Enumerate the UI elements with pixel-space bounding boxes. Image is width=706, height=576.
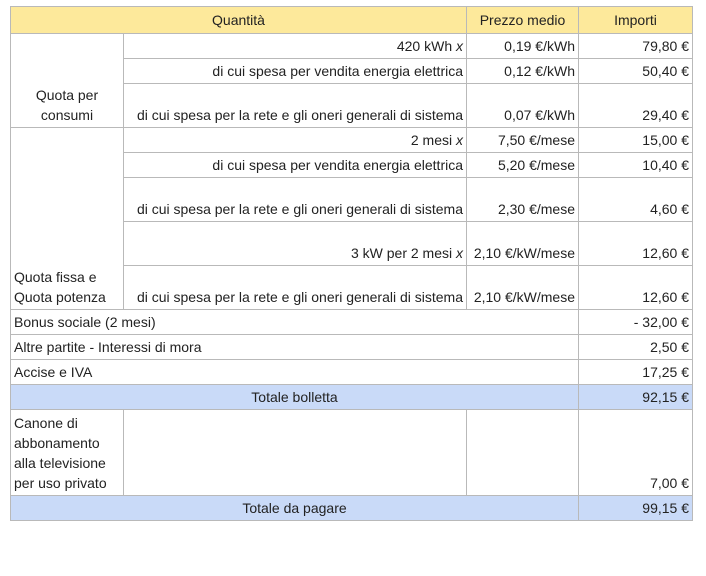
table-row — [11, 128, 693, 153]
bill-table — [10, 6, 693, 521]
row-description: di cui spesa per vendita energia elettrica — [124, 59, 467, 84]
totale-pagare-amount: 99,15 € — [579, 496, 693, 521]
row-description: 2 mesi x — [124, 128, 467, 153]
total-bill-row — [11, 385, 693, 410]
canone-label: Canone di abbonamento alla televisione per uso privato — [11, 410, 124, 496]
header-prezzo-medio: Prezzo medio — [467, 7, 579, 34]
accise-amount: 17,25 € — [579, 360, 693, 385]
consumi-label: Quota per consumi — [11, 34, 124, 128]
row-price: 2,10 €/kW/mese — [467, 222, 579, 266]
canone-empty-price — [467, 410, 579, 496]
row-description: di cui spesa per vendita energia elettrica — [124, 153, 467, 178]
totale-pagare-label: Totale da pagare — [11, 496, 579, 521]
row-amount: 12,60 € — [579, 266, 693, 310]
canone-empty-cell — [124, 410, 467, 496]
table-row — [11, 360, 693, 385]
accise-label: Accise e IVA — [11, 360, 579, 385]
multiply-symbol: x — [456, 38, 463, 54]
table-row — [11, 335, 693, 360]
bonus-amount: - 32,00 € — [579, 310, 693, 335]
altre-amount: 2,50 € — [579, 335, 693, 360]
row-amount: 15,00 € — [579, 128, 693, 153]
header-row — [11, 7, 693, 34]
row-description: di cui spesa per la rete e gli oneri generali di sistema — [124, 178, 467, 222]
table-row — [11, 34, 693, 59]
totale-bolletta-label: Totale bolletta — [11, 385, 579, 410]
row-description: 3 kW per 2 mesi x — [124, 222, 467, 266]
row-price: 7,50 €/mese — [467, 128, 579, 153]
table-row — [11, 410, 693, 496]
multiply-symbol: x — [456, 245, 463, 261]
row-price: 5,20 €/mese — [467, 153, 579, 178]
row-amount: 10,40 € — [579, 153, 693, 178]
header-quantita: Quantità — [11, 7, 467, 34]
altre-label: Altre partite - Interessi di mora — [11, 335, 579, 360]
row-price: 2,30 €/mese — [467, 178, 579, 222]
row-amount: 50,40 € — [579, 59, 693, 84]
table-row — [11, 310, 693, 335]
row-price: 0,19 €/kWh — [467, 34, 579, 59]
multiply-symbol: x — [456, 132, 463, 148]
row-price: 2,10 €/kW/mese — [467, 266, 579, 310]
header-importi: Importi — [579, 7, 693, 34]
totale-bolletta-amount: 92,15 € — [579, 385, 693, 410]
row-amount: 12,60 € — [579, 222, 693, 266]
row-price: 0,12 €/kWh — [467, 59, 579, 84]
fissa-label: Quota fissa e Quota potenza — [11, 128, 124, 310]
row-price: 0,07 €/kWh — [467, 84, 579, 128]
row-amount: 4,60 € — [579, 178, 693, 222]
canone-amount: 7,00 € — [579, 410, 693, 496]
total-due-row — [11, 496, 693, 521]
row-description: di cui spesa per la rete e gli oneri generali di sistema — [124, 84, 467, 128]
row-description: 420 kWh x — [124, 34, 467, 59]
row-amount: 79,80 € — [579, 34, 693, 59]
row-amount: 29,40 € — [579, 84, 693, 128]
bonus-label: Bonus sociale (2 mesi) — [11, 310, 579, 335]
row-description: di cui spesa per la rete e gli oneri generali di sistema — [124, 266, 467, 310]
